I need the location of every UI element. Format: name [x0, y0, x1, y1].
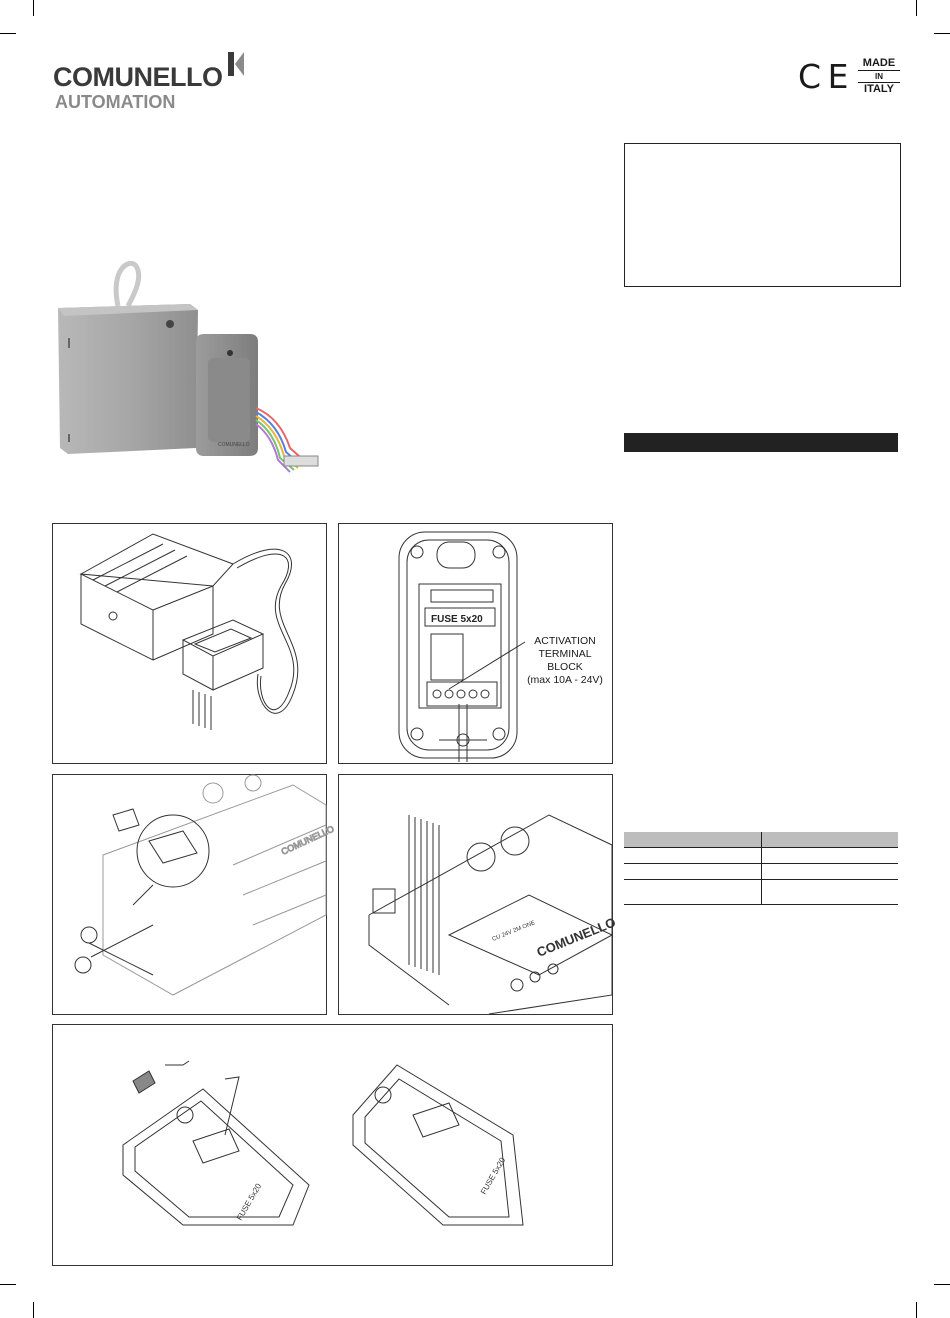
crop-mark [934, 1284, 950, 1285]
crop-mark [0, 1284, 16, 1285]
section-header-bar [624, 433, 898, 452]
svg-text:FUSE 5x20: FUSE 5x20 [478, 1156, 508, 1196]
table-row [624, 848, 898, 864]
brand-sub-text: AUTOMATION [55, 92, 176, 112]
spec-table [624, 832, 898, 905]
crop-mark [916, 0, 917, 16]
figure-2-panel [338, 523, 613, 764]
table-row [624, 864, 898, 880]
figure-5-drawing [53, 1025, 612, 1265]
svg-text:(max 10A - 24V): (max 10A - 24V) [527, 674, 603, 686]
table-header-row [624, 832, 898, 848]
svg-text:BLOCK: BLOCK [547, 661, 583, 673]
made-in-italy-badge: MADE IN ITALY [858, 58, 900, 95]
svg-text:COMUNELLO: COMUNELLO [218, 442, 250, 448]
product-photo [50, 258, 340, 478]
svg-text:FUSE 5x20: FUSE 5x20 [431, 614, 483, 625]
crop-mark [33, 1302, 34, 1318]
svg-text:ACTIVATION: ACTIVATION [534, 635, 596, 647]
figure-5-panel [52, 1024, 613, 1266]
svg-text:CU 24V 2M ONE: CU 24V 2M ONE [491, 920, 537, 943]
figure-4-drawing [339, 775, 618, 1014]
crop-mark [33, 0, 34, 16]
figure-4-panel [338, 774, 618, 1015]
figure-3-panel [52, 774, 336, 1015]
crop-mark [934, 33, 950, 34]
info-box [624, 143, 901, 287]
brand-logo-text: COMUNELLO [53, 62, 223, 92]
svg-text:COMUNELLO: COMUNELLO [279, 823, 336, 857]
table-row [624, 880, 898, 905]
crop-mark [916, 1302, 917, 1318]
figure-1-drawing [53, 524, 326, 763]
figure-3-drawing [53, 775, 336, 1014]
svg-text:FUSE 5x20: FUSE 5x20 [234, 1182, 264, 1222]
brand-logo-icon [228, 52, 244, 76]
ce-mark: C E [798, 57, 849, 96]
crop-mark [0, 33, 16, 34]
figure-1-panel [52, 523, 327, 764]
svg-text:TERMINAL: TERMINAL [538, 648, 592, 660]
figure-2-drawing [339, 524, 612, 763]
svg-text:COMUNELLO: COMUNELLO [534, 914, 618, 960]
